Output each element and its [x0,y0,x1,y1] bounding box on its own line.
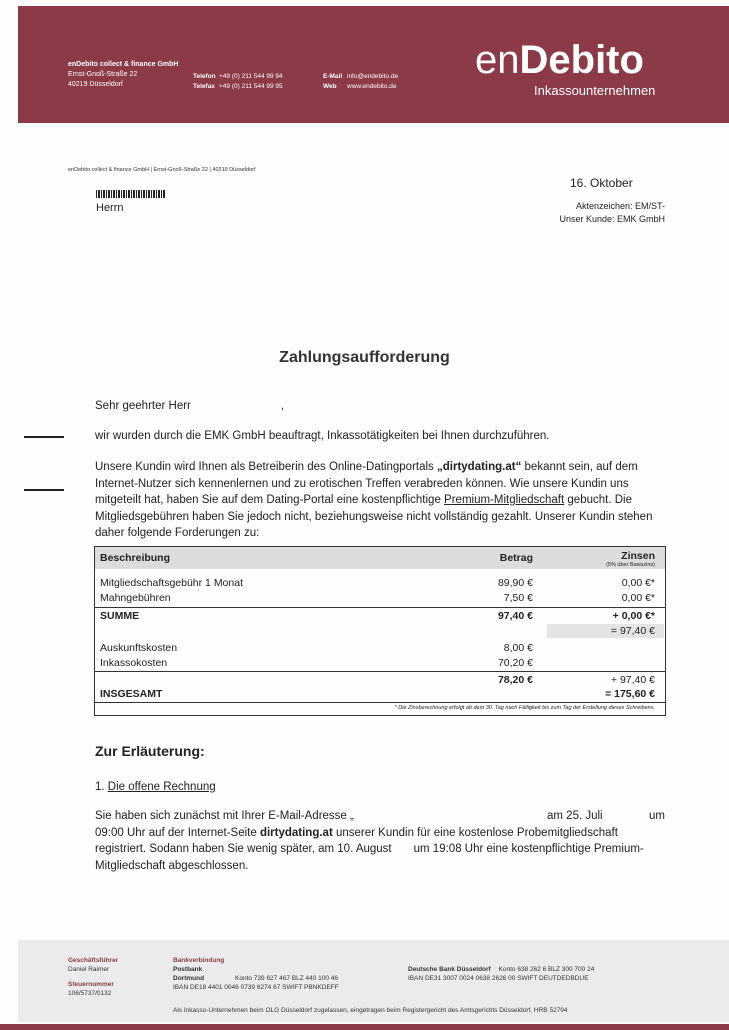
letter-title: Zahlungsaufforderung [279,349,450,366]
table-header [95,547,665,569]
subsection-title: Die offene Rechnung [107,781,216,793]
col-betrag: Betrag [499,552,533,564]
letter-date: 16. Oktober [570,176,633,190]
claims-table [94,546,666,716]
table-divider [95,607,665,608]
summe-label: SUMME [100,610,140,622]
subtotal-plus: + 97,40 € [610,674,655,686]
tax-label: Steuernummer [68,981,114,988]
summe-betrag: 97,40 € [497,610,533,622]
salutation [95,398,665,415]
fold-mark [24,436,64,438]
col-zinsen-sub: (5% über Basiszins) [606,562,655,568]
company-address [68,60,178,90]
subtotal-betrag: 78,20 € [497,674,533,686]
email-address: info@endebito.de [347,73,399,80]
explanation-part-f: um 19:08 Uhr eine kostenpflichtige Premium-Mitgliedschaft abgeschlossen. [95,843,644,872]
bank1-iban: IBAN DE18 4401 0046 0739 6274 67 SWIFT PBNKDEFF [173,984,339,991]
punch-mark [24,489,64,491]
company-name: enDebito collect & finance GmbH [68,61,179,68]
subsection-heading [95,779,665,796]
explanation-date-1: am 25. Juli [547,810,603,822]
table-divider [95,671,665,672]
sender-return-line: enDebito collect & finance GmbH | Ernst-Gnoß-Straße 22 | 40219 Düsseldorf [68,167,256,173]
aktenzeichen: Aktenzeichen: EM/ST- [575,201,665,211]
table-row-betrag: 89,90 € [497,577,533,589]
logo-text-light: en [475,38,520,82]
para2-part-b: bekannt sein, auf dem Internet-Nutzer sich kennenlernen und zu erotischen Treffen verabreden können. Wie unsere Kundin uns mitgeteilt hat, haben Sie auf dem Dating-Portal eine kostenpflichtige [95,461,638,506]
footer-bank [173,956,693,1015]
company-contact [193,72,399,92]
recipient-salutation: Herrn [96,202,124,214]
email-label: E-Mail [323,73,343,80]
gf-label: Geschäftsführer [68,957,119,964]
table-row-betrag: 8,00 € [503,642,533,654]
company-city: 40219 Düsseldorf [68,81,123,88]
bank1-name: Postbank Dortmund [173,966,205,982]
bank-label: Bankverbindung [173,957,225,964]
table-row-desc: Auskunftskosten [100,642,178,654]
paragraph-claim [95,459,665,542]
summe-total: = 97,40 € [610,625,655,637]
insgesamt-value: = 175,60 € [605,688,655,700]
explanation-site: dirtydating.at [259,826,333,839]
web-label: Web [323,83,337,90]
table-row-zinsen: 0,00 €* [621,577,655,589]
table-row-betrag: 7,50 € [503,592,533,604]
bottom-bar [0,1024,729,1030]
client-name: Unser Kunde: EMK GmbH [559,214,665,224]
explanation-part-e: unserer Kundin für eine kostenlose Probemitgliedschaft registriert. Sodann haben Sie wenig später, am 10. August [95,826,618,855]
web-address: www.endebito.de [347,83,397,90]
explanation-part-d: 09:00 Uhr auf der Internet-Seite [95,826,260,839]
paragraph-intro: wir wurden durch die EMK GmbH beauftragt, Inkassotätigkeiten bei Ihnen durchzuführen. [95,430,550,442]
reference-block [559,200,665,226]
telefon-number: +49 (0) 211 544 99 94 [219,73,283,80]
table-footnote: * Die Zinsberechnung erfolgt ab dem 30. Tag nach Fälligkeit bis zum Tag der Erstellung dieses Schreibens. [394,705,655,711]
letterhead-banner [18,6,729,123]
table-row-desc: Mitgliedschaftsgebühr 1 Monat [100,577,243,589]
gf-name: Daniel Raimer [68,966,110,973]
logo-subtitle: Inkassounternehmen [534,83,656,98]
table-row-desc: Mahngebühren [100,592,171,604]
insgesamt-label: INSGESAMT [100,688,163,700]
bank2-account: Konto 638 262 6 BLZ 300 700 24 [498,966,595,973]
subsection-number: 1. [95,781,108,793]
salutation-comma: , [280,400,285,412]
bank2-name: Deutsche Bank Düsseldorf [408,966,491,973]
bank2-line1 [408,965,594,974]
telefax-number: +49 (0) 211 544 99 95 [219,83,283,90]
para2-part-a: Unsere Kundin wird Ihnen als Betreiberin des Online-Datingportals [95,461,437,473]
col-beschreibung: Beschreibung [100,552,171,564]
company-street: Ernst-Gnoß-Straße 22 [68,71,138,78]
explanation-um: um [649,810,665,822]
letter-footer [18,940,729,1022]
explanation-line-1 [95,808,665,825]
telefon-label: Telefon [193,73,216,80]
barcode [96,190,166,198]
col-zinsen: Zinsen [621,550,655,562]
bank1-account: Konto 739 627 467 BLZ 440 100 46 [235,975,339,982]
para2-portal-name: „dirtydating.at“ [437,461,522,473]
para2-premium: Premium-Mitgliedschaft [444,494,565,506]
endebito-logo [475,38,644,83]
logo-text-bold: Debito [519,38,644,82]
table-row-zinsen: 0,00 €* [621,592,655,604]
table-row-betrag: 70,20 € [497,657,533,669]
section-heading: Zur Erläuterung: [95,743,205,759]
paragraph-explanation [95,808,665,874]
bank2-iban: IBAN DE31 3007 0024 0638 2626 00 SWIFT DEUTDEDBDUE [408,975,589,982]
salutation-text: Sehr geehrter Herr [95,400,191,412]
legal-notice: Als Inkasso-Unternehmen beim OLG Düsseldorf zugelassen, eingetragen beim Registergericht des Amtsgerichts Düsseldorf, HRB 52794 [173,1007,568,1014]
tax-number: 106/5737/0132 [68,990,112,997]
para2-part-c: gebucht. Die Mitgliedsgebühren haben Sie jedoch nicht, beziehungsweise nicht vollständig gezahlt. Unserer Kundin stehen daher folgende Forderungen zu: [95,494,653,539]
table-divider [95,702,665,703]
explanation-part-a: Sie haben sich zunächst mit Ihrer E-Mail-Adresse „ [95,810,354,822]
footer-management [68,956,118,998]
summe-zinsen: + 0,00 €* [612,610,655,622]
table-row-desc: Inkassokosten [100,657,168,669]
telefax-label: Telefax [193,83,215,90]
